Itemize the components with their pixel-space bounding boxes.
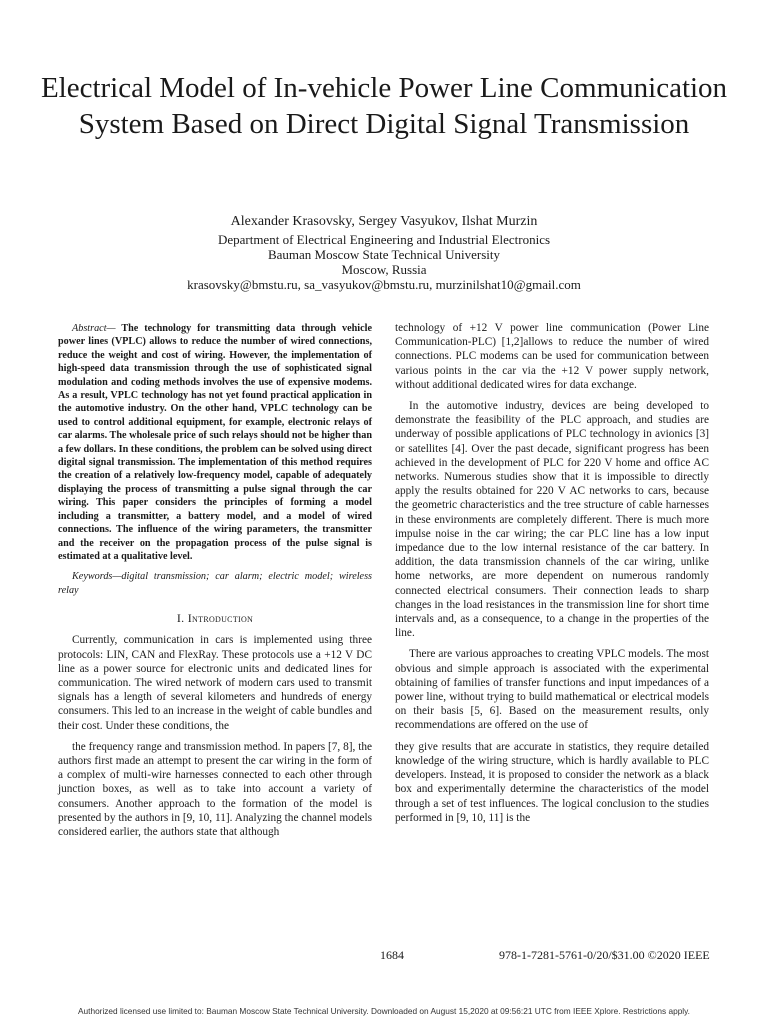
intro-paragraph-2: the frequency range and transmission method. In papers [7, 8], the authors first made an attempt to present the car wiring in the form of a complex of multi-wire harnesses connected to each other through junction boxes, as well as to take into account a variety of consumers. Another approach to the formation of the model is presented by the authors in [9, 10, 11]. Analyzing the channel models considered earlier, the authors state that although <box>58 740 372 838</box>
copyright-notice: 978-1-7281-5761-0/20/$31.00 ©2020 IEEE <box>499 948 710 962</box>
right-column <box>395 321 709 832</box>
abstract-label: Abstract— <box>72 323 116 334</box>
page-number: 1684 <box>380 948 404 962</box>
license-footer: Authorized licensed use limited to: Bauman Moscow State Technical University. Downloaded on August 15,2020 at 09:56:21 UTC from IEEE Xplore. Restrictions apply. <box>78 1006 690 1016</box>
right-paragraph-1: technology of +12 V power line communication (Power Line Communication-PLC) [1,2]allows to reduce the number of wired connections. PLC modems can be used for communication between various points in the car via the +12 V power supply network, without additional dedicated wires for data exchange. <box>395 322 709 391</box>
paper-title: Electrical Model of In-vehicle Power Line Communication System Based on Direct Digital Signal Transmission <box>40 72 728 140</box>
right-paragraph-2: In the automotive industry, devices are being developed to demonstrate the feasibility of the PLC approach, and studies are underway of possible applications of PLC technology in avionics [3] or satellites [4]. Over the past decade, significant progress has been achieved in the development of PLC for 220 V home and office AC networks. Numerous studies show that it is impossible to directly apply the results obtained for 220 V AC networks to cars, because the geometric characteristics and the tree structure of cable harnesses in these environments are completely different. There is much more impulse noise in the car wiring; the car PLC line has a low input impedance due to the low internal resistance of the car battery. In addition, the data transmission channels of the car wiring, unlike home networks, are more dependent on numerous randomly connected electrical consumers. Their connection leads to sharp changes in the load resistances in the transmission line for short time intervals and, as a consequence, to a change in the properties of the line. <box>395 400 709 640</box>
left-column <box>58 322 372 846</box>
author-emails: krasovsky@bmstu.ru, sa_vasyukov@bmstu.ru, murzinilshat10@gmail.com <box>187 277 581 292</box>
abstract <box>58 322 372 563</box>
section-heading-introduction: I. Introduction <box>176 611 254 626</box>
right-paragraph-3: There are various approaches to creating VPLC models. The most obvious and simple approach is associated with the experimental obtaining of families of transfer functions and input impedances of a power line, without trying to build mathematical or electrical models on their basis [5, 6]. Based on the measurement results, only recommendations are offered on the use of <box>395 648 709 732</box>
author-names: Alexander Krasovsky, Sergey Vasyukov, Ilshat Murzin <box>230 214 538 229</box>
affiliation-department: Department of Electrical Engineering and Industrial Electronics <box>217 232 551 247</box>
author-block <box>40 214 728 292</box>
intro-paragraph-1: Currently, communication in cars is implemented using three protocols: LIN, CAN and FlexRay. These protocols use a +12 V DC line as a power source for electronic units and dedicated lines for communication. The wired network of modern cars used to transmit signals has a length of several kilometers and hundreds of energy consumers. This led to an increase in the weight of cable bundles and their cost. Under these conditions, the <box>58 634 372 732</box>
right-paragraph-4: they give results that are accurate in statistics, they require detailed knowledge of the wiring structure, which is hardly available to PLC developers. Instead, it is proposed to consider the network as a black box and experimentally determine the characteristics of the model through a set of test influences. The logical conclusion to the studies performed in [9, 10, 11] is the <box>395 740 709 824</box>
affiliation-city: Moscow, Russia <box>341 262 427 277</box>
affiliation-university: Bauman Moscow State Technical University <box>267 247 501 262</box>
keywords: Keywords—digital transmission; car alarm; electric model; wireless relay <box>58 571 372 596</box>
abstract-text: The technology for transmitting data through vehicle power lines (VPLC) allows to reduce the number of wired connections, reduce the weight and cost of wiring. However, the implementation of high-speed data transmission through the use of sophisticated signal modulation and coding methods involves the use of expensive modems. As a result, VPLC technology has not yet found practical application in the automotive industry. On the other hand, VPLC technology can be used to control additional equipment, for example, electronic relays of car alarms. The wholesale price of such relays should not be higher than a few dollars. In these conditions, the problem can be solved using direct digital signal transmission. The implementation of this method requires the creation of a relatively low-frequency model, capable of adequately displaying the process of transmitting a pulse signal through the car wiring. This paper considers the principles of forming a model including a transmitter, a battery model, and a model of wired connections. The influence of the wiring parameters, the transmitter and the receiver on the propagation process of the pulse signal is estimated at a qualitative level. <box>58 323 372 562</box>
